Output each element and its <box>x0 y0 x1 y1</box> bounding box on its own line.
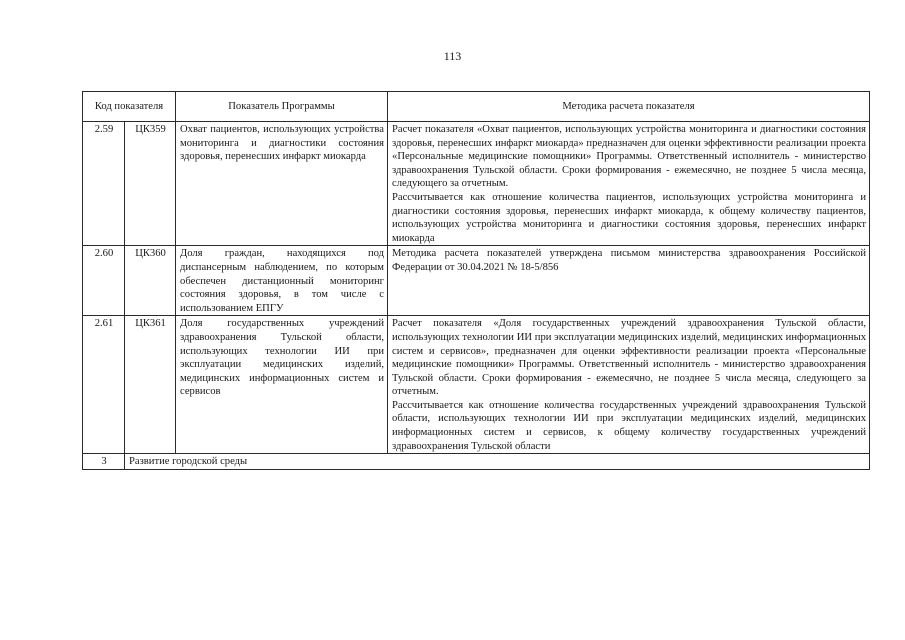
row-method <box>388 122 870 246</box>
section-row <box>83 454 870 470</box>
row-method <box>388 246 870 316</box>
header-code: Код показателя <box>83 92 176 122</box>
section-number: 3 <box>83 454 125 470</box>
page-number: 113 <box>443 49 462 63</box>
row-number: 2.61 <box>83 316 125 454</box>
section-title: Развитие городской среды <box>125 454 870 470</box>
method-paragraph: Методика расчета показателей утверждена письмом министерства здравоохранения Российской Федерации от 30.04.2021 № 18-5/856 <box>392 248 867 273</box>
table-row <box>83 122 870 246</box>
row-indicator: Доля государственных учреждений здравоохранения Тульской области, использующих технологии ИИ при эксплуатации медицинских изделий, медицинских информационных систем и сервисов <box>176 316 388 454</box>
row-indicator: Охват пациентов, использующих устройства мониторинга и диагностики состояния здоровья, перенесших инфаркт миокарда <box>176 122 388 246</box>
header-method: Методика расчета показателя <box>388 92 870 122</box>
method-paragraph: Расчет показателя «Доля государственных учреждений здравоохранения Тульской области, использующих технологии ИИ при эксплуатации медицинских изделий, медицинских информационных систем и сервисов», предназначен для оценки эффективности реализации проекта «Персональные медицинские помощники» Программы. Ответственный исполнитель - министерство здравоохранения Тульской области. Сроки формирования - ежемесячно, не позднее 5 числа месяца, следующего за отчетным. <box>392 318 867 398</box>
row-code: ЦК359 <box>125 122 176 246</box>
row-number: 2.60 <box>83 246 125 316</box>
method-paragraph: Рассчитывается как отношение количества государственных учреждений здравоохранения Тульской области, использующих технологии ИИ при эксплуатации медицинских изделий, медицинских информационных систем и сервисов, к общему количеству государственных учреждений здравоохранения Тульской области <box>392 399 867 452</box>
indicators-table <box>82 91 870 470</box>
method-paragraph: Рассчитывается как отношение количества пациентов, использующих устройства мониторинга и диагностики состояния здоровья, перенесших инфаркт миокарда, к общему количеству пациентов, использующих устройства мониторинга и диагностики состояния здоровья, перенесших инфаркт миокарда <box>392 191 867 244</box>
row-method <box>388 316 870 454</box>
table-header-row <box>83 92 870 122</box>
row-number: 2.59 <box>83 122 125 246</box>
row-code: ЦК361 <box>125 316 176 454</box>
table-row <box>83 316 870 454</box>
method-paragraph: Расчет показателя «Охват пациентов, использующих устройства мониторинга и диагностики состояния здоровья, перенесших инфаркт миокарда» предназначен для оценки эффективности реализации проекта «Персональные медицинские помощники» Программы. Ответственный исполнитель - министерство здравоохранения Тульской области. Сроки формирования - ежемесячно, не позднее 5 числа месяца, следующего за отчетным. <box>392 124 867 190</box>
row-indicator: Доля граждан, находящихся под диспансерным наблюдением, по которым обеспечен дистанционный мониторинг состояния здоровья, в том числе с использованием ЕПГУ <box>176 246 388 316</box>
header-indicator: Показатель Программы <box>176 92 388 122</box>
table-row <box>83 246 870 316</box>
row-code: ЦК360 <box>125 246 176 316</box>
